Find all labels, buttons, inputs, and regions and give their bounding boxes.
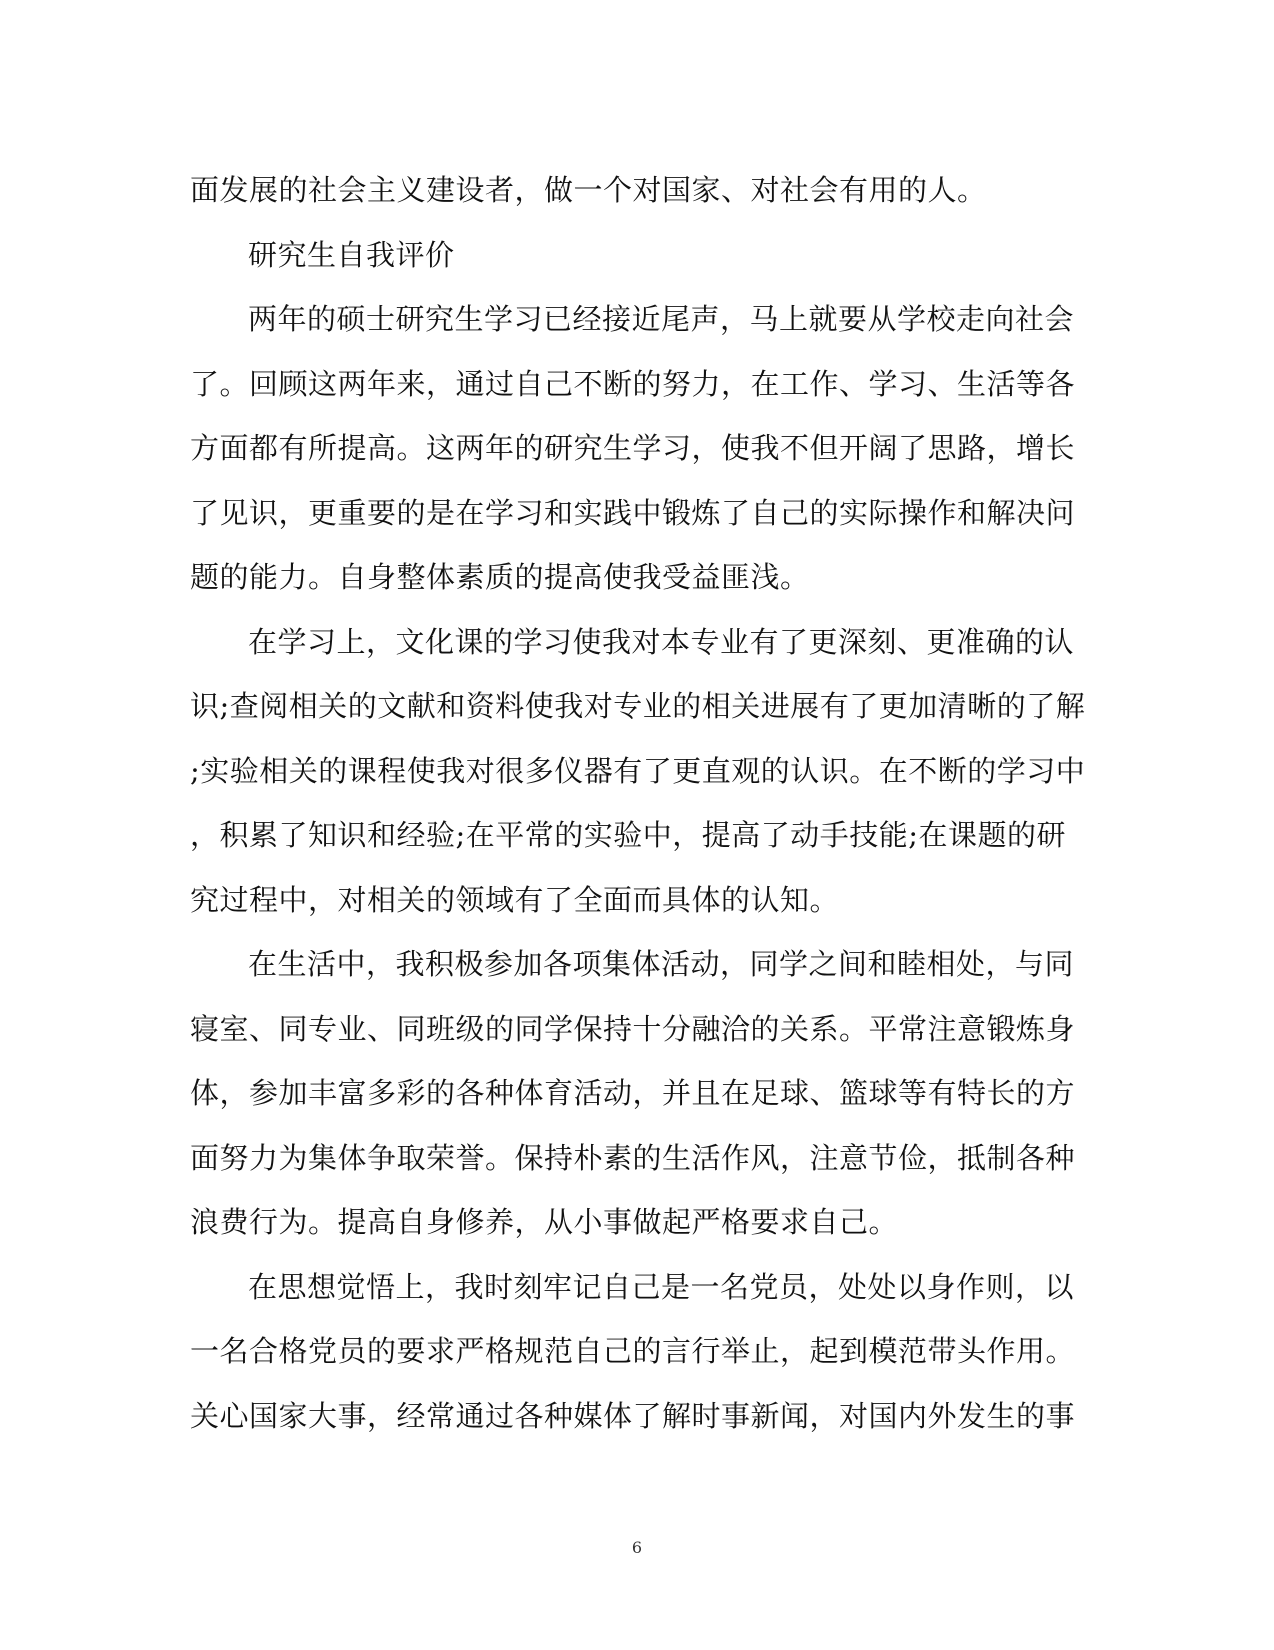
text-line: 识;查阅相关的文献和资料使我对专业的相关进展有了更加清晰的了解 bbox=[190, 689, 1086, 723]
text-line: ;实验相关的课程使我对很多仪器有了更直观的认识。在不断的学习中 bbox=[190, 753, 1086, 788]
text-line: 面发展的社会主义建设者，做一个对国家、对社会有用的人。 bbox=[190, 173, 987, 207]
text-line: 两年的硕士研究生学习已经接近尾声，马上就要从学校走向社会 bbox=[248, 302, 1075, 336]
section-heading: 研究生自我评价 bbox=[248, 237, 455, 272]
text-line: 寝室、同专业、同班级的同学保持十分融洽的关系。平常注意锻炼身 bbox=[190, 1011, 1076, 1046]
text-line: 题的能力。自身整体素质的提高使我受益匪浅。 bbox=[190, 560, 810, 594]
text-line: 在学习上，文化课的学习使我对本专业有了更深刻、更准确的认 bbox=[248, 624, 1075, 659]
body-text bbox=[190, 158, 1086, 1448]
text-line: 了见识，更重要的是在学习和实践中锻炼了自己的实际操作和解决问 bbox=[190, 495, 1076, 530]
page-number: 6 bbox=[631, 1538, 643, 1557]
text-line: 关心国家大事，经常通过各种媒体了解时事新闻，对国内外发生的事 bbox=[190, 1398, 1076, 1433]
text-line: 方面都有所提高。这两年的研究生学习，使我不但开阔了思路，增长 bbox=[190, 431, 1076, 465]
text-line: 了。回顾这两年来，通过自己不断的努力，在工作、学习、生活等各 bbox=[190, 366, 1076, 401]
text-line: ，积累了知识和经验;在平常的实验中，提高了动手技能;在课题的研 bbox=[190, 818, 1067, 852]
text-line: 面努力为集体争取荣誉。保持朴素的生活作风，注意节俭，抵制各种 bbox=[190, 1140, 1076, 1175]
text-line: 浪费行为。提高自身修养，从小事做起严格要求自己。 bbox=[190, 1205, 899, 1239]
text-line: 体，参加丰富多彩的各种体育活动，并且在足球、篮球等有特长的方 bbox=[190, 1076, 1076, 1110]
text-line: 在生活中，我积极参加各项集体活动，同学之间和睦相处，与同 bbox=[248, 947, 1075, 981]
text-line: 在思想觉悟上，我时刻牢记自己是一名党员，处处以身作则，以 bbox=[248, 1269, 1075, 1304]
text-line: 究过程中，对相关的领域有了全面而具体的认知。 bbox=[190, 882, 840, 917]
text-line: 一名合格党员的要求严格规范自己的言行举止，起到模范带头作用。 bbox=[190, 1334, 1076, 1368]
